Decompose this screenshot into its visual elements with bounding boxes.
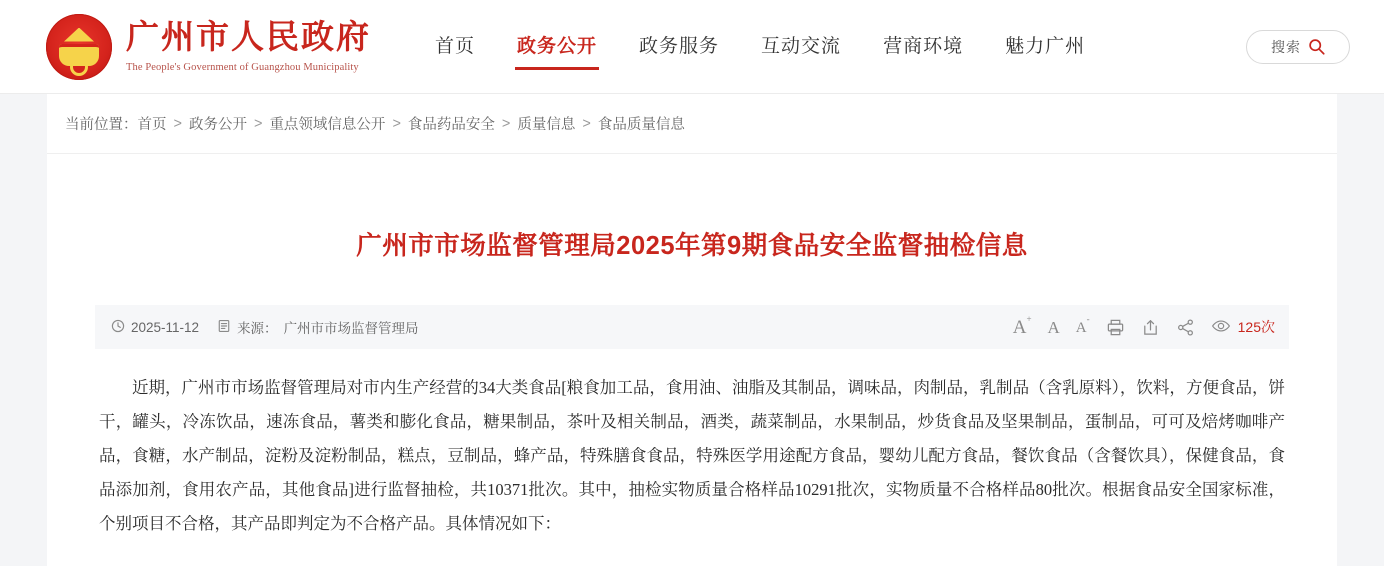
article-source: [217, 317, 419, 337]
nav-item-interaction[interactable]: 互动交流: [761, 36, 842, 57]
breadcrumb-separator: >: [253, 115, 263, 132]
breadcrumb-separator: >: [173, 115, 182, 132]
nav-item-business-environment[interactable]: 营商环境: [883, 36, 964, 57]
print-icon[interactable]: [1106, 318, 1125, 337]
publish-date-text: 2025-11-12: [131, 319, 200, 335]
export-icon[interactable]: [1141, 318, 1160, 337]
emblem-gear-shape: [70, 58, 88, 76]
brand-title-en: The People's Government of Guangzhou Municipality: [126, 61, 359, 73]
article-meta-tools: [1012, 313, 1275, 339]
nav-item-government-affairs-disclosure[interactable]: 政务公开: [515, 25, 599, 68]
article-source-label: 来源：: [237, 321, 278, 337]
nav-item-charming-guangzhou[interactable]: 魅力广州: [1005, 36, 1086, 57]
page-background: [0, 94, 1384, 566]
breadcrumb-item-current: 食品质量信息: [597, 117, 685, 133]
site-brand[interactable]: [46, 14, 371, 80]
font-size-small-button[interactable]: A-: [1075, 313, 1090, 336]
nav-item-home[interactable]: 首页: [435, 36, 476, 57]
main-navigation: [433, 0, 1087, 93]
eye-icon: [1211, 316, 1231, 339]
search-icon: [1308, 38, 1325, 55]
view-counter: [1211, 316, 1275, 339]
search-label: 搜索: [1271, 38, 1301, 55]
share-icon[interactable]: [1176, 318, 1195, 337]
article-meta-bar: [95, 305, 1289, 349]
publish-date: [111, 319, 199, 336]
brand-title-cn: 广州市人民政府: [126, 20, 371, 57]
nav-item-government-services[interactable]: 政务服务: [639, 36, 720, 57]
article-body: [95, 349, 1289, 540]
article-source-text: 广州市市场监督管理局: [283, 321, 419, 337]
clock-icon: [111, 319, 125, 336]
document-icon: [217, 319, 231, 336]
view-count-text: 125次: [1237, 319, 1275, 336]
site-header: [0, 0, 1384, 94]
content-container: [47, 94, 1337, 566]
article-paragraph: 近期，广州市市场监督管理局对市内生产经营的34大类食品[粮食加工品，食用油、油脂及其制品，调味品，肉制品，乳制品（含乳原料），饮料，方便食品，饼干，罐头，冷冻饮品，速冻食品，薯类和膨化食品，糖果制品，茶叶及相关制品，酒类，蔬菜制品，水果制品，炒货食品及坚果制品，蛋制品，可可及焙烤咖啡产品，食糖，水产制品，淀粉及淀粉制品，糕点，豆制品，蜂产品，特殊膳食食品，特殊医学用途配方食品，婴幼儿配方食品，餐饮食品（含餐饮具），保健食品，食品添加剂，食用农产品，其他食品]进行监督抽检，共10371批次。其中，抽检实物质量合格样品10291批次，实物质量不合格样品80批次。根据食品安全国家标准，个别项目不合格，其产品即判定为不合格产品。具体情况如下：: [99, 378, 1285, 533]
breadcrumb-prefix: 当前位置：: [65, 117, 138, 133]
breadcrumb: [47, 94, 1337, 154]
breadcrumb-item-quality-info[interactable]: 质量信息: [517, 117, 576, 133]
national-emblem-icon: [46, 14, 112, 80]
brand-text: [126, 20, 371, 72]
breadcrumb-separator: >: [582, 115, 591, 132]
font-size-large-button[interactable]: A+: [1012, 313, 1032, 338]
breadcrumb-item-home[interactable]: 首页: [137, 117, 167, 133]
breadcrumb-item-food-drug-safety[interactable]: 食品药品安全: [407, 117, 495, 133]
breadcrumb-item-key-areas[interactable]: 重点领域信息公开: [269, 117, 386, 133]
search-button[interactable]: [1246, 30, 1350, 64]
breadcrumb-separator: >: [392, 115, 401, 132]
breadcrumb-separator: >: [501, 115, 511, 132]
font-size-medium-button[interactable]: A: [1047, 317, 1060, 337]
page-title: 广州市市场监督管理局2025年第9期食品安全监督抽检信息: [356, 232, 1028, 261]
breadcrumb-item-disclosure[interactable]: 政务公开: [188, 117, 247, 133]
article-meta-left: [111, 317, 419, 337]
article: [47, 171, 1337, 540]
